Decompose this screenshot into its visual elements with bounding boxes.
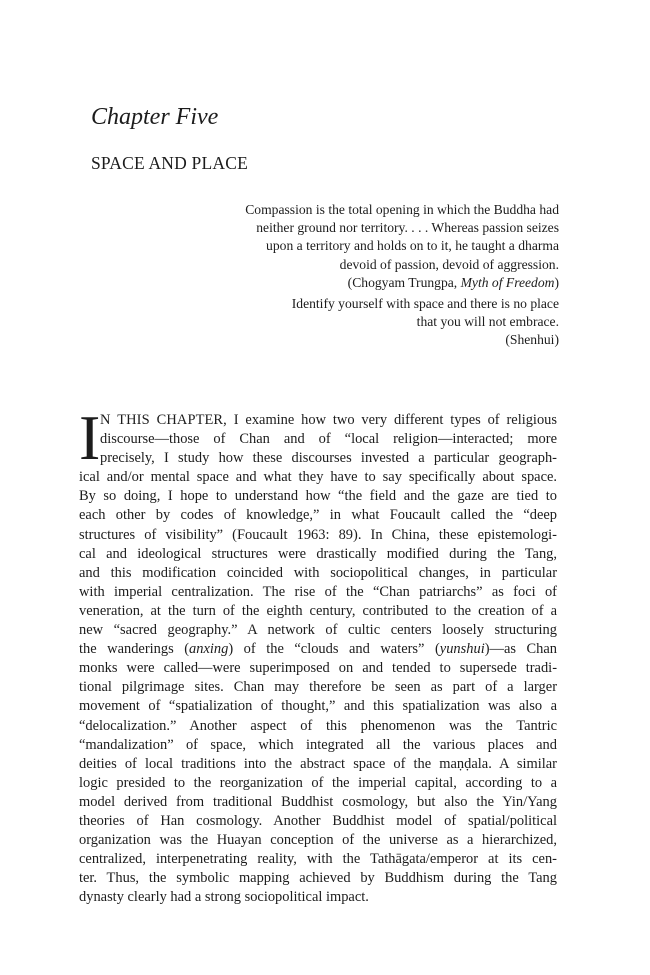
body-line: By so doing, I hope to understand how “the field and the gaze are tied to (79, 488, 557, 505)
epigraph-line: neither ground nor territory. . . . Whereas passion seizes (256, 220, 559, 236)
epigraph-line: Identify yourself with space and there is no place (291, 296, 559, 311)
body-line: with imperial centralization. The rise of the “Chan patriarchs” as foci of (79, 583, 557, 600)
body-line: structures of visibility” (Foucault 1963: 89). In China, these epistemologi- (79, 526, 557, 543)
body-line: new “sacred geography.” A network of cultic centers loosely structuring (79, 622, 557, 639)
epigraph-shenhui (292, 295, 559, 350)
body-line: ter. Thus, the symbolic mapping achieved by Buddhism during the Tang (79, 870, 557, 887)
body-line: theories of Han cosmology. Another Buddhist model of spatial/political (79, 812, 557, 829)
body-line: movement of “spatialization of thought,” and this spatialization was also a (79, 698, 557, 715)
body-line: dynasty clearly had a strong sociopolitical impact. (79, 889, 369, 906)
body-line: monks were called—were superimposed on and tended to supersede tradi- (79, 660, 557, 677)
chapter-label: Chapter Five (91, 104, 219, 130)
body-line: precisely, I study how these discourses invested a particular geograph- (100, 450, 557, 467)
term-yunshui: yunshui (439, 641, 485, 658)
drop-cap: I (79, 402, 101, 473)
line-segment: the wanderings ( (79, 641, 190, 658)
epigraph-line: devoid of passion, devoid of aggression. (339, 256, 559, 272)
body-line (79, 411, 557, 430)
body-line: “delocalization.” Another aspect of this phenomenon was the Tantric (79, 717, 557, 734)
body-line: centralized, interpenetrating reality, with the Tathāgata/emperor at its cen- (79, 851, 557, 868)
body-line: “mandalization” of space, which integrated all the various places and (79, 736, 557, 753)
body-line: each other by codes of knowledge,” in what Foucault called the “deep (79, 507, 557, 524)
attribution-close: ) (554, 274, 559, 290)
body-line: organization was the Huayan conception of the universe as a hierarchized, (79, 832, 557, 849)
body-line (79, 640, 557, 659)
opening-rest: I examine how two very different types of religious (226, 412, 557, 428)
epigraph-line: Compassion is the total opening in which the Buddha had (245, 202, 559, 217)
body-line: veneration, at the turn of the eighth century, contributed to the creation of a (79, 602, 557, 619)
epigraph-attribution: (Shenhui) (505, 332, 559, 348)
opening-caps: N THIS CHAPTER, (100, 412, 227, 428)
term-anxing: anxing (189, 641, 229, 658)
attribution-author: (Chogyam Trungpa, (347, 274, 461, 290)
chapter-title: SPACE AND PLACE (91, 153, 248, 173)
body-line: discourse—those of Chan and of “local religion—interacted; more (100, 431, 557, 448)
attribution-work-title: Myth of Freedom (460, 274, 555, 290)
body-line: model derived from traditional Buddhist cosmology, but also the Yin/Yang (79, 793, 557, 810)
epigraph-line: upon a territory and holds on to it, he taught a dharma (266, 238, 559, 254)
body-line: and this modification coincided with sociopolitical changes, in particular (79, 564, 557, 581)
body-paragraph (79, 411, 557, 907)
epigraph-attribution (245, 274, 559, 292)
epigraph-trungpa (245, 201, 559, 292)
body-line: tional pilgrimage sites. Chan may therefore be seen as part of a larger (79, 679, 557, 696)
line-segment: )—as Chan (484, 641, 557, 658)
body-line: deities of local traditions into the abstract space of the maṇḍala. A similar (79, 755, 557, 772)
body-line: logic presided to the reorganization of the imperial capital, according to a (79, 774, 557, 791)
body-line: cal and ideological structures were drastically modified during the Tang, (79, 545, 557, 562)
epigraph-line: that you will not embrace. (416, 314, 559, 330)
line-segment: ) of the “clouds and waters” ( (228, 641, 440, 658)
body-line: ical and/or mental space and what they have to say specifically about space. (79, 469, 557, 486)
